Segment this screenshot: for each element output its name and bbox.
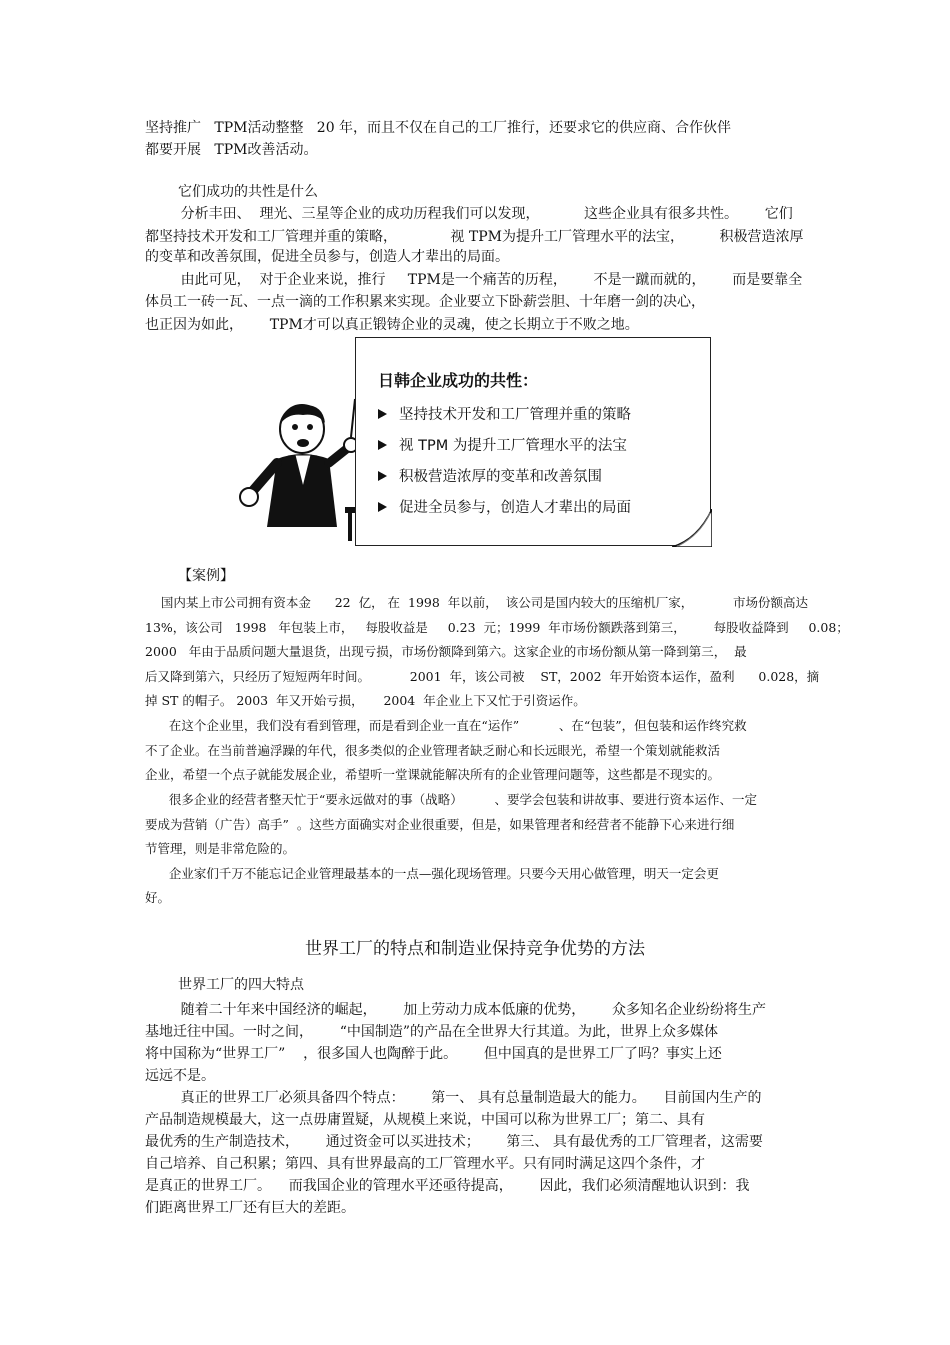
arrow-icon	[378, 440, 387, 450]
case-line: 后又降到第六，只经历了短短两年时间。 2001 年，该公司被 ST，2002 年开始资本运作，盈利 0.028，摘	[145, 669, 820, 684]
factor-text: 视 TPM 为提升工厂管理水平的法宝	[399, 438, 627, 454]
body-line: 远远不是。	[145, 1068, 215, 1084]
factor-item	[378, 429, 631, 460]
factor-item	[378, 491, 631, 522]
body-line: 们距离世界工厂还有巨大的差距。	[145, 1200, 355, 1216]
body-line: 随着二十年来中国经济的崛起， 加上劳动力成本低廉的优势， 众多知名企业纷纷将生产	[145, 1002, 767, 1018]
case-line: 企业家们千万不能忘记企业管理最基本的一点—强化现场管理。只要今天用心做管理，明天一定会更	[145, 866, 719, 881]
section-heading: 世界工厂的特点和制造业保持竞争优势的方法	[305, 939, 645, 959]
case-line: 不了企业。在当前普遍浮躁的年代，很多类似的企业管理者缺乏耐心和长远眼光，希望一个策划就能救活	[145, 743, 721, 758]
factor-item	[378, 460, 631, 491]
body-line: 的变革和改善氛围，促进全员参与，创造人才辈出的局面。	[145, 249, 509, 265]
factor-text: 积极营造浓厚的变革和改善氛围	[399, 469, 602, 485]
figure-title: 日韩企业成功的共性：	[378, 371, 539, 390]
body-line: 最优秀的生产制造技术， 通过资金可以买进技术； 第三、 具有最优秀的工厂管理者，这需要	[145, 1134, 763, 1150]
body-line: 是真正的世界工厂。 而我国企业的管理水平还亟待提高， 因此，我们必须清醒地认识到：我	[145, 1178, 750, 1194]
intro-line: 都要开展 TPM改善活动。	[145, 142, 318, 158]
body-line: 也正因为如此， TPM才可以真正锻铸企业的灵魂，使之长期立于不败之地。	[145, 317, 639, 333]
intro-line: 坚持推广 TPM活动整整 20 年，而且不仅在自己的工厂推行，还要求它的供应商、合作伙伴	[145, 120, 732, 136]
case-line: 节管理，则是非常危险的。	[145, 841, 296, 856]
case-line: 很多企业的经营者整天忙于“要永远做对的事（战略） 、要学会包装和讲故事、要进行资本运作、一定	[145, 792, 758, 807]
case-line: 国内某上市公司拥有资本金 22 亿， 在 1998 年以前， 该公司是国内较大的压缩机厂家， 市场份额高达	[145, 595, 808, 610]
case-line: 企业，希望一个点子就能发展企业，希望听一堂课就能解决所有的企业管理问题等，这些都是不现实的。	[145, 767, 721, 782]
body-line: 基地迁往中国。一时之间， “中国制造”的产品在全世界大行其道。为此，世界上众多媒体	[145, 1024, 719, 1040]
case-line: 好。	[145, 890, 171, 905]
body-line: 由此可见， 对于企业来说，推行 TPM是一个痛苦的历程， 不是一蹴而就的， 而是要靠全	[145, 272, 803, 288]
body-line: 产品制造规模最大，这一点毋庸置疑，从规模上来说，中国可以称为世界工厂；第二、具有	[145, 1112, 705, 1128]
case-line: 要成为营销（广告）高手” 。这些方面确实对企业很重要，但是，如果管理者和经营者不能静下心来进行细	[145, 817, 735, 832]
factor-item	[378, 398, 631, 429]
case-label: 【案例】	[178, 568, 234, 584]
case-line: 13%，该公司 1998 年包装上市， 每股收益是 0.23 元；1999 年市场份额跌落到第三， 每股收益降到 0.08；	[145, 620, 849, 635]
body-line: 真正的世界工厂必须具备四个特点： 第一、 具有总量制造最大的能力。 目前国内生产的	[145, 1090, 762, 1106]
case-line: 2000 年由于品质问题大量退货，出现亏损，市场份额降到第六。这家企业的市场份额从第一降到第三， 最	[145, 644, 747, 659]
arrow-icon	[378, 409, 387, 419]
body-line: 体员工一砖一瓦、一点一滴的工作积累来实现。企业要立下卧薪尝胆、十年磨一剑的决心，	[145, 294, 705, 310]
case-line: 在这个企业里，我们没有看到管理，而是看到企业一直在“运作” 、在“包装”，但包装和运作终究救	[145, 718, 747, 733]
factor-text: 促进全员参与，创造人才辈出的局面	[399, 500, 631, 516]
note-card	[355, 337, 711, 546]
body-line: 都坚持技术开发和工厂管理并重的策略， 视 TPM为提升工厂管理水平的法宝， 积极营造浓厚	[145, 229, 804, 245]
success-factors-figure	[237, 337, 710, 547]
section-subtitle: 世界工厂的四大特点	[178, 977, 304, 993]
arrow-icon	[378, 502, 387, 512]
arrow-icon	[378, 471, 387, 481]
body-line: 自己培养、自己积累；第四、具有世界最高的工厂管理水平。只有同时满足这四个条件，才	[145, 1156, 705, 1172]
factor-text: 坚持技术开发和工厂管理并重的策略	[399, 407, 631, 423]
factor-list	[378, 398, 631, 522]
page-curl-icon	[672, 509, 712, 547]
body-line: 将中国称为“世界工厂” ，很多国人也陶醉于此。 但中国真的是世界工厂了吗？事实上还	[145, 1046, 722, 1062]
section-subtitle: 它们成功的共性是什么	[178, 184, 318, 200]
body-line: 分析丰田、 理光、三星等企业的成功历程我们可以发现， 这些企业具有很多共性。 它们	[145, 206, 793, 222]
case-line: 掉 ST 的帽子。 2003 年又开始亏损， 2004 年企业上下又忙于引资运作。	[145, 693, 586, 708]
